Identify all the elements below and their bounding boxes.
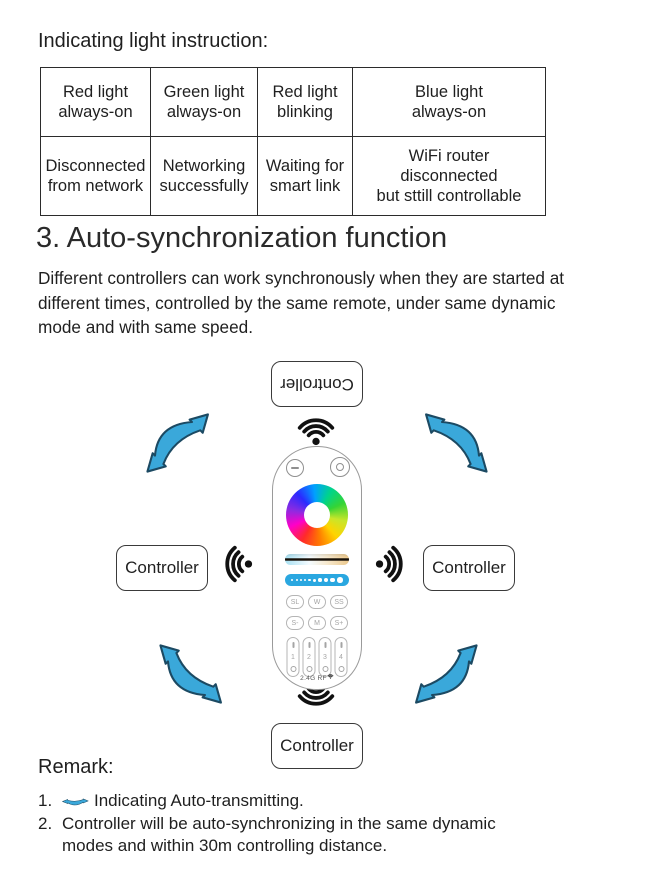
zone-buttons	[287, 637, 348, 677]
zone-button-3: 3	[319, 637, 332, 677]
controller-label: Controller	[280, 736, 354, 755]
controller-label: Controller	[280, 375, 354, 394]
color-temperature-slider	[285, 554, 349, 565]
s-minus-button: S-	[286, 616, 304, 630]
color-wheel-center	[304, 502, 330, 528]
controller-box-bottom	[271, 723, 363, 769]
zone-off-mark	[322, 666, 328, 672]
m-button: M	[308, 616, 326, 630]
table-cell: Networking successfully	[151, 137, 258, 216]
table-cell: WiFi router disconnected but sttill controllable	[353, 137, 546, 216]
table-cell: Red light blinking	[258, 68, 353, 137]
table-cell: Blue light always-on	[353, 68, 546, 137]
section-heading: 3. Auto-synchronization function	[36, 222, 448, 254]
brightness-slider	[285, 574, 349, 586]
zone-off-mark	[290, 666, 296, 672]
w-button: W	[308, 595, 326, 609]
table-body-row	[41, 137, 546, 216]
brightness-dot	[296, 579, 298, 581]
power-icon	[336, 463, 344, 471]
sl-button: SL	[286, 595, 304, 609]
color-wheel	[286, 484, 348, 546]
controller-box-top	[271, 361, 363, 407]
zone-off-mark	[306, 666, 312, 672]
indicator-section-title: Indicating light instruction:	[38, 30, 269, 52]
brightness-dot	[304, 579, 306, 581]
brightness-dot	[308, 579, 311, 582]
zone-on-mark	[324, 642, 326, 648]
auto-transmit-arrow-icon	[134, 401, 218, 485]
zone-on-mark	[340, 642, 342, 648]
ss-button: SS	[330, 595, 348, 609]
section-body-text: Different controllers can work synchronously when they are started at different times, controlled by the same remote, under same dynamic mode and with same speed.	[38, 268, 565, 338]
auto-transmit-arrow-icon	[406, 632, 490, 716]
s-plus-button: S+	[330, 616, 348, 630]
zone-on-mark	[292, 642, 294, 648]
zone-button-1: 1	[287, 637, 300, 677]
rf-label: 2.4G RF	[273, 675, 361, 682]
brightness-dot	[300, 579, 302, 581]
brightness-dot	[318, 578, 322, 582]
mini-wifi-icon	[327, 673, 334, 679]
remote-button-row-2	[286, 616, 348, 630]
remark-item-2: 2. Controller will be auto-synchronizing in the same dynamic modes and within 30m controlling distance.	[38, 814, 496, 856]
brightness-dot	[324, 578, 328, 582]
power-button	[330, 457, 350, 477]
wifi-signal-icon-up	[294, 412, 338, 446]
auto-transmit-arrow-icon	[416, 401, 500, 485]
table-cell: Red light always-on	[41, 68, 151, 137]
auto-transmit-arrow-icon	[147, 632, 231, 716]
auto-transmit-arrow-icon	[62, 792, 88, 811]
brightness-dot	[330, 578, 335, 583]
zone-button-2: 2	[303, 637, 316, 677]
brightness-dot	[291, 579, 293, 581]
wifi-signal-icon-right	[375, 542, 409, 586]
indicator-light-table	[40, 67, 546, 216]
table-cell: Green light always-on	[151, 68, 258, 137]
remark-item-1: 1. Indicating Auto-transmitting.	[38, 791, 304, 810]
controller-label: Controller	[432, 558, 506, 577]
zone-on-mark	[308, 642, 310, 648]
remark-title: Remark:	[38, 756, 114, 778]
brightness-dot	[313, 579, 316, 582]
minus-button	[286, 459, 304, 477]
wifi-signal-icon-left	[219, 542, 253, 586]
controller-box-left	[116, 545, 208, 591]
controller-box-right	[423, 545, 515, 591]
zone-button-4: 4	[335, 637, 348, 677]
table-cell: Waiting for smart link	[258, 137, 353, 216]
remote-control	[272, 446, 362, 690]
zone-off-mark	[338, 666, 344, 672]
table-header-row	[41, 68, 546, 137]
minus-icon	[291, 467, 299, 469]
controller-label: Controller	[125, 558, 199, 577]
table-cell: Disconnected from network	[41, 137, 151, 216]
brightness-dot	[337, 577, 343, 583]
remote-button-row-1	[286, 595, 348, 609]
